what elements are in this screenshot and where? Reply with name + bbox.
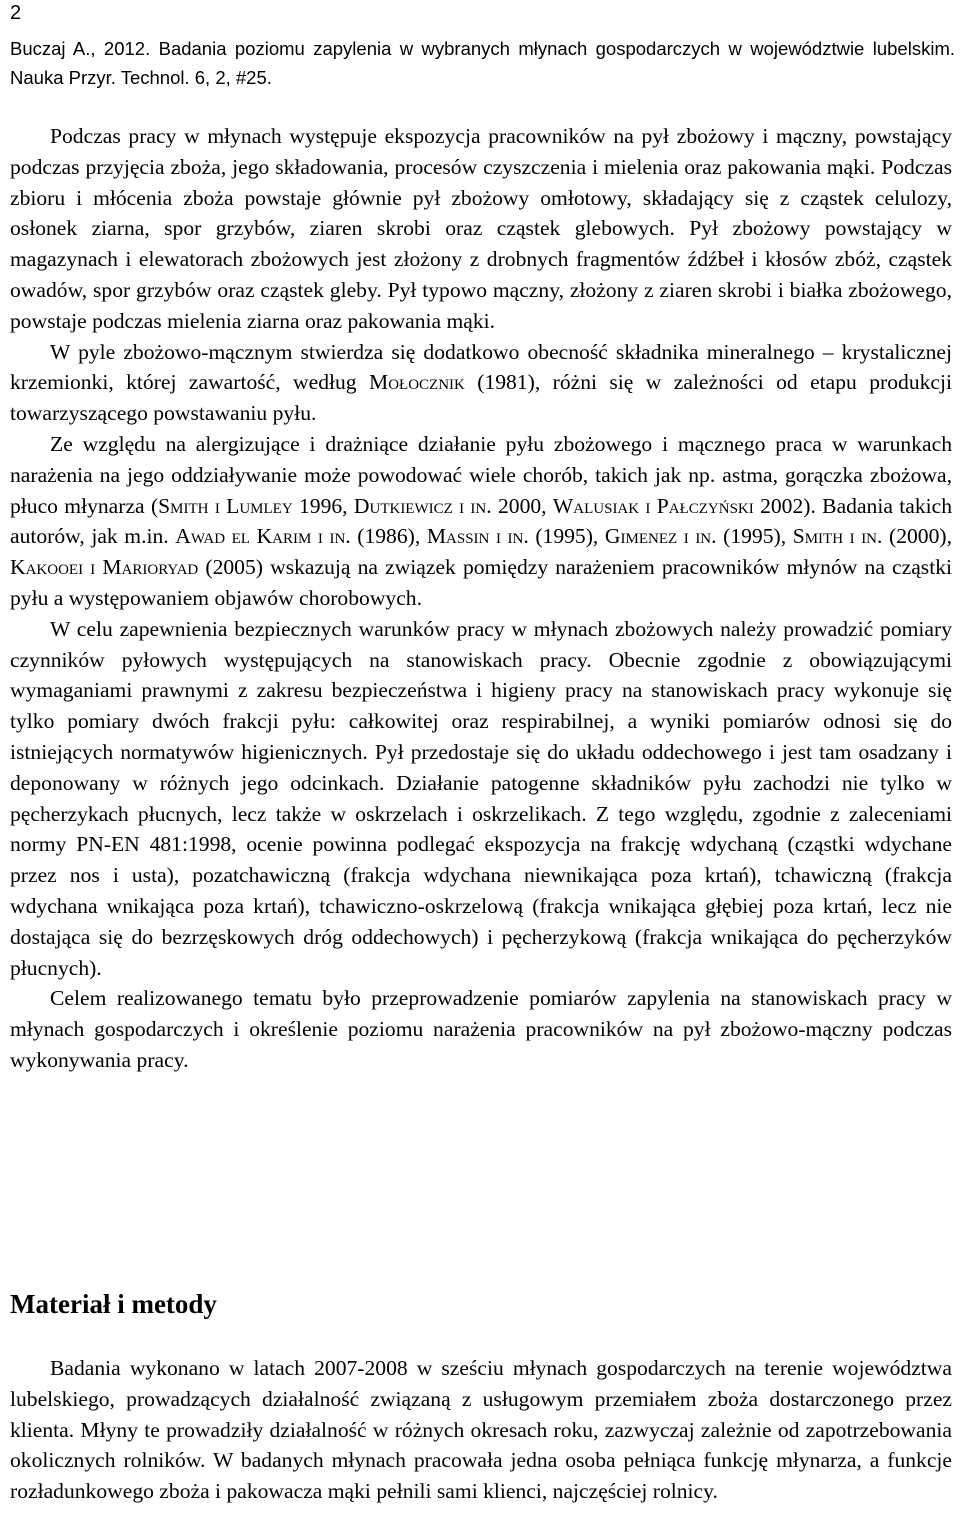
text-run: (2005) wskazują na związek pomiędzy narażeniem pracowników młynów na cząstki pyłu a występowaniem objawów chorobowych. xyxy=(10,555,952,610)
reference-author: Walusiak i Pałczyński xyxy=(552,493,754,518)
section-heading: Materiał i metody xyxy=(10,1289,217,1319)
text-run: 1996, xyxy=(292,493,354,518)
paragraph-3 xyxy=(10,429,952,614)
text-run: (1995), xyxy=(716,524,793,549)
paragraph-1: Podczas pracy w młynach występuje ekspozycja pracowników na pył zbożowy i mączny, powstający podczas przyjęcia zboża, jego składowania, procesów czyszczenia i mielenia oraz pakowania mąki. Podczas zbioru i młócenia zboża powstaje głównie pył zbożowy omłotowy, składający się z cząstek celulozy, osłonek ziarna, spor grzybów, ziaren skrobi oraz cząstek glebowych. Pył zbożowy powstający w magazynach i elewatorach zbożowych jest złożony z drobnych fragmentów źdźbeł i kłosów zbóż, cząstek owadów, spor grzybów oraz cząstek gleby. Pył typowo mączny, złożony z ziaren skrobi i białka zbożowego, powstaje podczas mielenia ziarna oraz pakowania mąki. xyxy=(10,124,952,333)
reference-author: Smith i in. xyxy=(792,524,883,549)
text-run: 2002). Badania takich autorów, jak m.in. xyxy=(10,493,953,549)
text-run: W pyle zbożowo-mącznym stwierdza się dodatkowo obecność składnika mineralnego – krystalicznej krzemionki, której zawartość, według xyxy=(10,339,952,395)
author-name: Mołocznik xyxy=(369,370,465,395)
reference-author: Massin i in. xyxy=(426,524,529,549)
reference-author: Dutkiewicz i in. xyxy=(353,493,492,518)
paragraph-2 xyxy=(10,337,952,429)
reference-author: Awad el Karim i in. xyxy=(175,524,351,549)
reference-author: Kakooei i Marioryad xyxy=(10,555,199,580)
citation-header: Buczaj A., 2012. Badania poziomu zapylenia w wybranych młynach gospodarczych w województwie lubelskim. Nauka Przyr. Technol. 6, 2, #25. xyxy=(10,38,955,88)
paragraph-4: W celu zapewnienia bezpiecznych warunków pracy w młynach zbożowych należy prowadzić pomiary czynników pyłowych występujących na stanowiskach pracy. Obecnie zgodnie z obowiązującymi wymaganiami prawnymi z zakresu bezpieczeństwa i higieny pracy na stanowiskach pracy wykonuje się tylko pomiary dwóch frakcji pyłu: całkowitej oraz respirabilnej, a wyniki pomiarów odnosi się do istniejących normatywów higienicznych. Pył przedostaje się do układu oddechowego i jest tam osadzany i deponowany w różnych jego odcinkach. Działanie patogenne składników pyłu zachodzi nie tylko w pęcherzykach płucnych, lecz także w oskrzelach i oskrzelikach. Z tego względu, zgodnie z zaleceniami normy PN-EN 481:1998, ocenie powinna podlegać ekspozycja na frakcję wdychaną (cząstki wdychane przez nos i usta), pozatchawiczną (frakcja wdychana niewnikająca poza krtań), tchawiczną (frakcja wdychana wnikająca poza krtań), tchawiczno-oskrzelową (frakcja wnikająca głębiej poza krtań, lecz nie dostająca się do bezrzęskowych dróg oddechowych) i pęcherzykową (frakcja wnikająca do pęcherzyków płucnych). xyxy=(10,616,952,980)
reference-author: Gimenez i in. xyxy=(604,524,717,549)
text-run: (2000), xyxy=(882,524,952,549)
introduction-body xyxy=(10,121,952,1076)
text-run: Ze względu na alergizujące i drażniące działanie pyłu zbożowego i mącznego praca w warunkach narażenia na jego oddziaływanie może powodować wiele chorób, takich jak np. astma, gorączka zbożowa, płuco młynarza ( xyxy=(10,431,952,518)
reference-author: Smith i Lumley xyxy=(158,493,293,518)
section-paragraph-1: Badania wykonano w latach 2007-2008 w sześciu młynach gospodarczych na terenie województwa lubelskiego, prowadzących działalność związaną z usługowym przemiałem zboża dostarczonego przez klienta. Młyny te prowadziły działalność w różnych okresach roku, zazwyczaj zależnie od zapotrzebowania okolicznych rolników. W badanych młynach pracowała jedna osoba pełniąca funkcję młynarza, a funkcje rozładunkowego zboża i pakowacza mąki pełnili sami klienci, najczęściej rolnicy. xyxy=(10,1356,952,1504)
page-number: 2 xyxy=(10,2,22,24)
text-run: (1986), xyxy=(350,524,427,549)
text-run: 2000, xyxy=(491,493,553,518)
text-run: (1995), xyxy=(528,524,605,549)
section-body xyxy=(10,1353,952,1507)
paragraph-5: Celem realizowanego tematu było przeprowadzenie pomiarów zapylenia na stanowiskach pracy w młynach gospodarczych i określenie poziomu narażenia pracowników na pył zbożowo-mączny podczas wykonywania pracy. xyxy=(10,986,952,1072)
text-run: (1981), różni się w zależności od etapu produkcji towarzyszącego powstawaniu pyłu. xyxy=(10,370,952,426)
